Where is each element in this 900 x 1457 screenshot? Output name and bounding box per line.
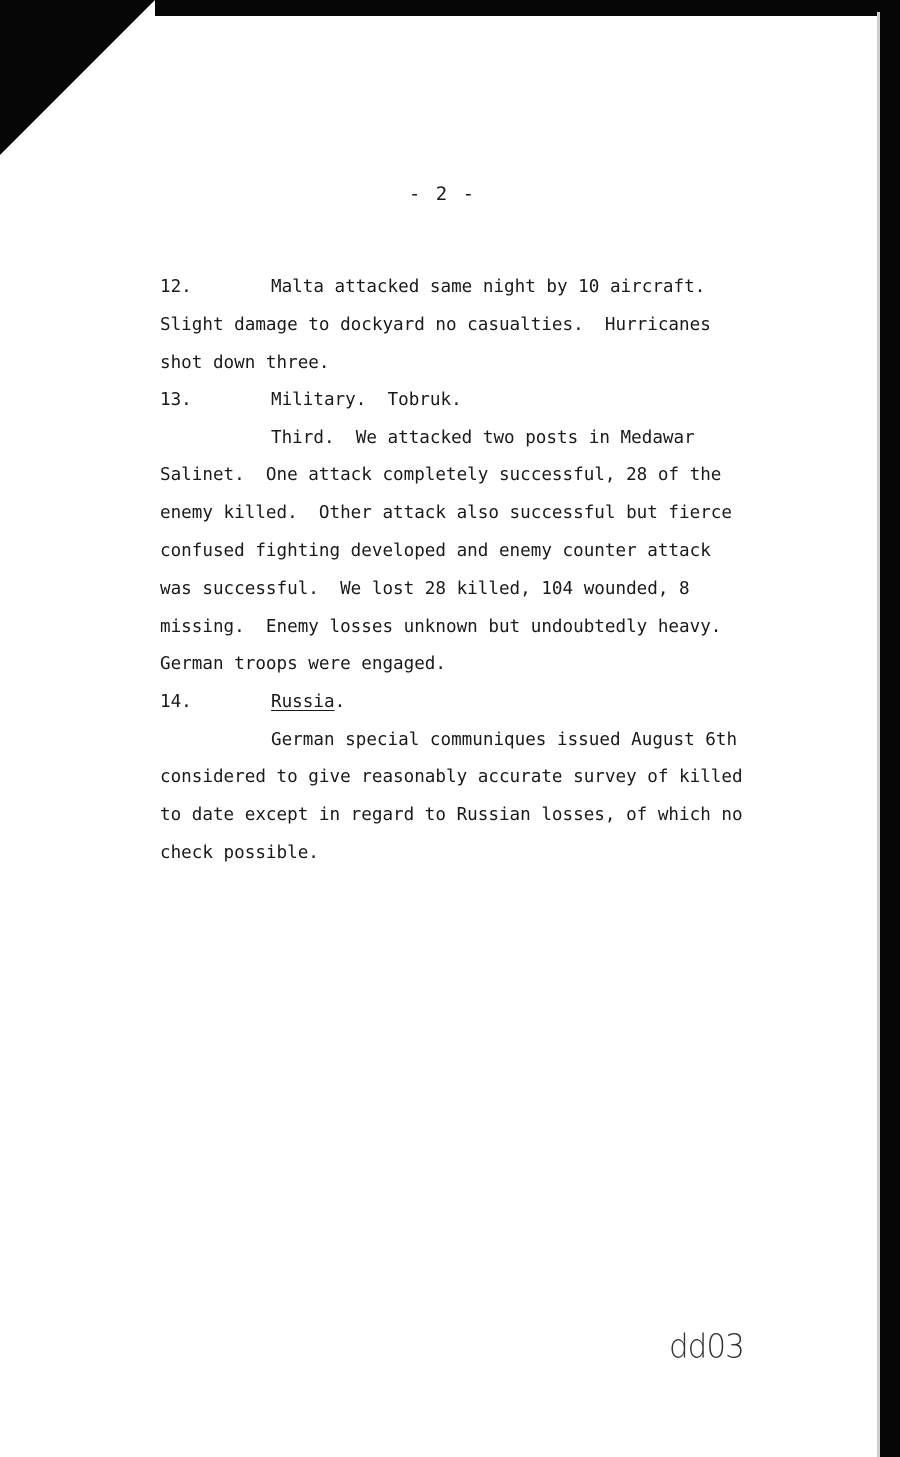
paragraph-13-heading: Military. Tobruk. [271, 390, 462, 410]
paragraph-13-line-2: Salinet. One attack completely successful, 28 of the [160, 465, 722, 485]
paragraph-14-heading-wrap [271, 692, 345, 712]
paragraph-13-line-5: was successful. We lost 28 killed, 104 wounded, 8 [160, 579, 690, 599]
paragraph-14-heading: Russia [271, 692, 335, 712]
paragraph-12-line-3: shot down three. [160, 353, 330, 373]
paragraph-number-14: 14. [160, 692, 192, 712]
paragraph-14-line-1: German special communiques issued August 6th [271, 730, 738, 750]
paragraph-13-line-7: German troops were engaged. [160, 654, 446, 674]
paragraph-13-line-4: confused fighting developed and enemy counter attack [160, 541, 711, 561]
scan-right-edge-highlight [877, 12, 880, 1457]
paragraph-13-line-3: enemy killed. Other attack also successful but fierce [160, 503, 732, 523]
paragraph-14-heading-period: . [334, 692, 346, 712]
scan-top-edge [155, 0, 900, 16]
paragraph-number-12: 12. [160, 277, 192, 297]
paragraph-12-line-2: Slight damage to dockyard no casualties. Hurricanes [160, 315, 711, 335]
paragraph-14-line-3: to date except in regard to Russian losses, of which no [160, 805, 743, 825]
paragraph-number-13: 13. [160, 390, 192, 410]
paragraph-13-line-1: Third. We attacked two posts in Medawar [271, 428, 695, 448]
handwritten-reference-note: dd03 [669, 1328, 744, 1366]
paragraph-12-line-1: Malta attacked same night by 10 aircraft. [271, 277, 706, 297]
scan-corner-shadow [0, 0, 155, 155]
paragraph-14-line-2: considered to give reasonably accurate survey of killed [160, 767, 743, 787]
scan-right-edge [880, 0, 900, 1457]
paragraph-14-line-4: check possible. [160, 843, 319, 863]
page-number: - 2 - [408, 183, 477, 205]
paragraph-13-line-6: missing. Enemy losses unknown but undoubtedly heavy. [160, 617, 722, 637]
